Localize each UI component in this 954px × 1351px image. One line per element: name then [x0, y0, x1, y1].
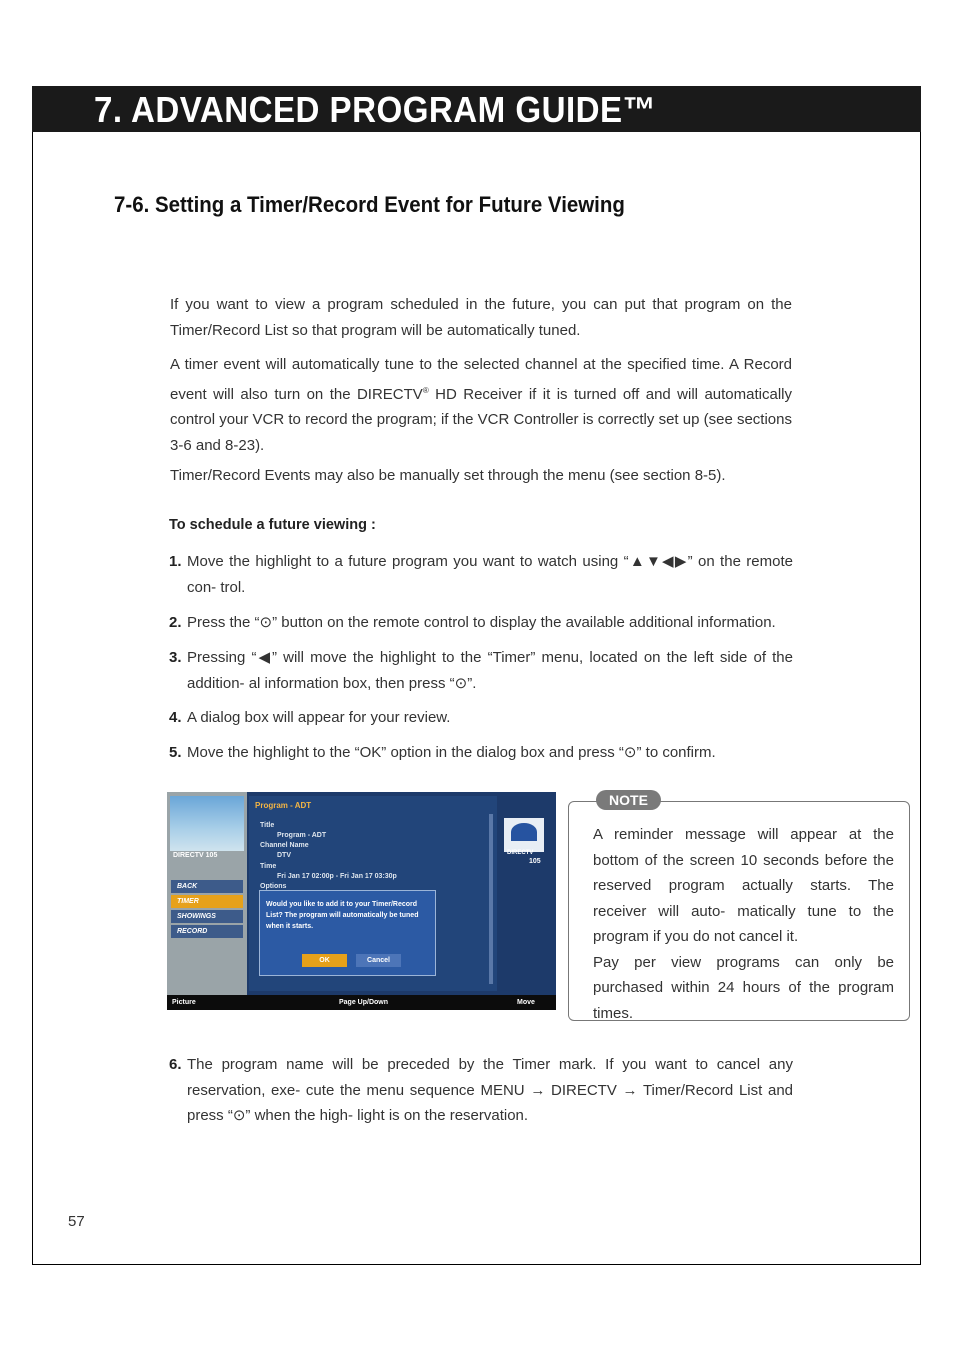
screenshot-bottom-bar	[167, 995, 556, 1010]
screenshot-channel-tag: DIRECTV 105	[173, 852, 218, 859]
intro-paragraph-2: A timer event will automatically tune to the selected channel at the specified time. A Record event will also turn on the DIRECTV® HD Receiver if it is turned off and will automatically control your VCR to record the program; if the VCR Controller is correctly set up (see sections 3-6 and 8-23).	[170, 356, 792, 454]
screenshot-panel-title: Program - ADT	[255, 801, 312, 810]
schedule-heading: To schedule a future viewing :	[169, 517, 376, 533]
chapter-title: 7. ADVANCED PROGRAM GUIDE™	[94, 89, 657, 130]
screenshot-hint-page: Page Up/Down	[339, 999, 389, 1006]
screenshot-menu-record: RECORD	[171, 925, 243, 938]
screenshot-hint-move: Move	[517, 999, 535, 1006]
screenshot-thumbnail	[170, 796, 244, 851]
step-6: 6. The program name will be preceded by the Timer mark. If you want to cancel any reservation, exe- cute the menu sequence MENU → DIRECTV → Timer/Record List and press “⊙” when the high- light is on the reservation.	[169, 1056, 793, 1124]
screenshot-brand: DIRECTV	[507, 850, 534, 856]
note-text: A reminder message will appear at the bottom of the screen 10 seconds before the reserved program actually starts. The receiver will auto- matically tune to the program if you do not cancel it. Pay per view programs can only be purchased within 24 hours of the program times.	[593, 826, 894, 1022]
step-5: 5. Move the highlight to the “OK” option in the dialog box and press “⊙” to confirm.	[169, 744, 716, 761]
step-2: 2. Press the “⊙” button on the remote control to display the available additional information.	[169, 614, 776, 631]
screenshot-menu-back: BACK	[171, 880, 243, 893]
screenshot-info-line: DTV	[277, 852, 291, 859]
screenshot-ok-button: OK	[302, 954, 347, 967]
step-3: 3. Pressing “◀” will move the highlight to the “Timer” menu, located on the left side of the addition- al information box, then press “⊙”.	[169, 649, 793, 692]
step-4: 4. A dialog box will appear for your review.	[169, 709, 451, 726]
screenshot-scrollbar	[489, 814, 493, 984]
section-title: 7-6. Setting a Timer/Record Event for Future Viewing	[114, 192, 625, 217]
page-number: 57	[68, 1213, 85, 1230]
intro-paragraph-3: Timer/Record Events may also be manually set through the menu (see section 8-5).	[170, 467, 726, 484]
screenshot-channel-number: 105	[529, 858, 541, 865]
screenshot-info-line: Fri Jan 17 02:00p - Fri Jan 17 03:30p	[277, 873, 397, 880]
note-label: NOTE	[596, 790, 661, 810]
screenshot-info-line: Program - ADT	[277, 832, 327, 839]
directv-logo-icon	[504, 818, 544, 852]
screenshot-sidebar	[167, 792, 247, 995]
screenshot-dialog	[259, 890, 436, 976]
screenshot-info-line: Title	[260, 822, 275, 829]
screenshot-dialog-text: Would you like to add it to your Timer/Record List? The program will automatically be tuned when it starts.	[266, 901, 419, 930]
screenshot-info-line: Options	[260, 883, 287, 890]
intro-paragraph-1: If you want to view a program scheduled in the future, you can put that program on the Timer/Record List so that program will be automatically tuned.	[170, 296, 792, 339]
screenshot-info-line: Time	[260, 863, 277, 870]
step-1: 1. Move the highlight to a future program you want to watch using “▲▼◀▶” on the remote con- trol.	[169, 553, 793, 596]
receiver-screenshot	[167, 792, 556, 1010]
screenshot-cancel-button: Cancel	[356, 954, 401, 967]
screenshot-menu-timer: TIMER	[171, 895, 243, 908]
screenshot-menu-showings: SHOWINGS	[171, 910, 243, 923]
screenshot-info-line: Channel Name	[260, 842, 309, 849]
chapter-banner	[32, 86, 921, 132]
screenshot-hint-picture: Picture	[172, 999, 196, 1006]
